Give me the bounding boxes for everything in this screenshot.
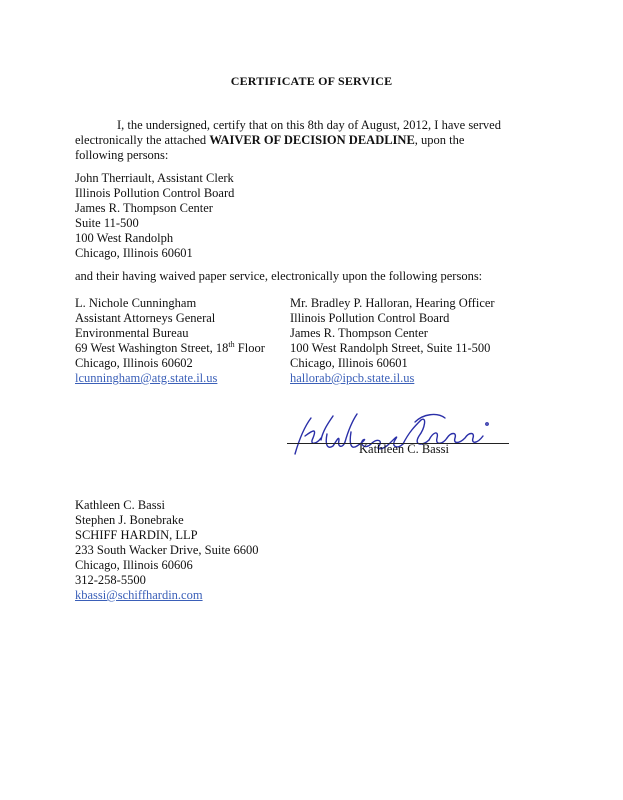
signature-name: Kathleen C. Bassi xyxy=(359,442,449,456)
left-party-address xyxy=(75,296,265,386)
waived-service-text: and their having waived paper service, electronically upon the following persons: xyxy=(75,269,483,283)
address-line: Illinois Pollution Control Board xyxy=(290,311,450,325)
address-line: Suite 11-500 xyxy=(75,216,139,230)
email-link[interactable]: lcunningham@atg.state.il.us xyxy=(75,371,218,385)
address-line: Chicago, Illinois 60601 xyxy=(290,356,408,370)
email-link[interactable]: kbassi@schiffhardin.com xyxy=(75,588,203,602)
address-line: James R. Thompson Center xyxy=(290,326,428,340)
address-line: 100 West Randolph Street, Suite 11-500 xyxy=(290,341,491,355)
address-line: Environmental Bureau xyxy=(75,326,189,340)
address-line: 312-258-5500 xyxy=(75,573,146,587)
address-line: Chicago, Illinois 60606 xyxy=(75,558,193,572)
address-line: 233 South Wacker Drive, Suite 6600 xyxy=(75,543,259,557)
handwritten-signature xyxy=(287,410,517,470)
address-line: John Therriault, Assistant Clerk xyxy=(75,171,234,185)
address-line: Kathleen C. Bassi xyxy=(75,498,165,512)
address-line: L. Nichole Cunningham xyxy=(75,296,197,310)
intro-text-end: , upon the following persons: xyxy=(75,133,465,162)
address-line: Assistant Attorneys General xyxy=(75,311,216,325)
right-party-address xyxy=(290,296,495,386)
address-line: James R. Thompson Center xyxy=(75,201,213,215)
address-line: Mr. Bradley P. Halloran, Hearing Officer xyxy=(290,296,495,310)
intro-paragraph xyxy=(75,118,515,163)
address-line: 100 West Randolph xyxy=(75,231,174,245)
document-name: WAIVER OF DECISION DEADLINE xyxy=(209,133,415,147)
signer-address xyxy=(75,498,258,603)
address-line: Chicago, Illinois 60601 xyxy=(75,246,193,260)
intro-text: I, the undersigned, certify that on this 8th day of August, 2012, I have served electronically the attached xyxy=(75,118,501,147)
address-line: SCHIFF HARDIN, LLP xyxy=(75,528,198,542)
page-title: CERTIFICATE OF SERVICE xyxy=(230,74,393,88)
recipient-address xyxy=(75,171,234,261)
address-line: Chicago, Illinois 60602 xyxy=(75,356,193,370)
signature-block xyxy=(287,410,517,470)
address-line: Illinois Pollution Control Board xyxy=(75,186,235,200)
address-street: 69 West Washington Street, 18th Floor xyxy=(75,339,265,355)
address-line: Stephen J. Bonebrake xyxy=(75,513,184,527)
email-link[interactable]: hallorab@ipcb.state.il.us xyxy=(290,371,415,385)
